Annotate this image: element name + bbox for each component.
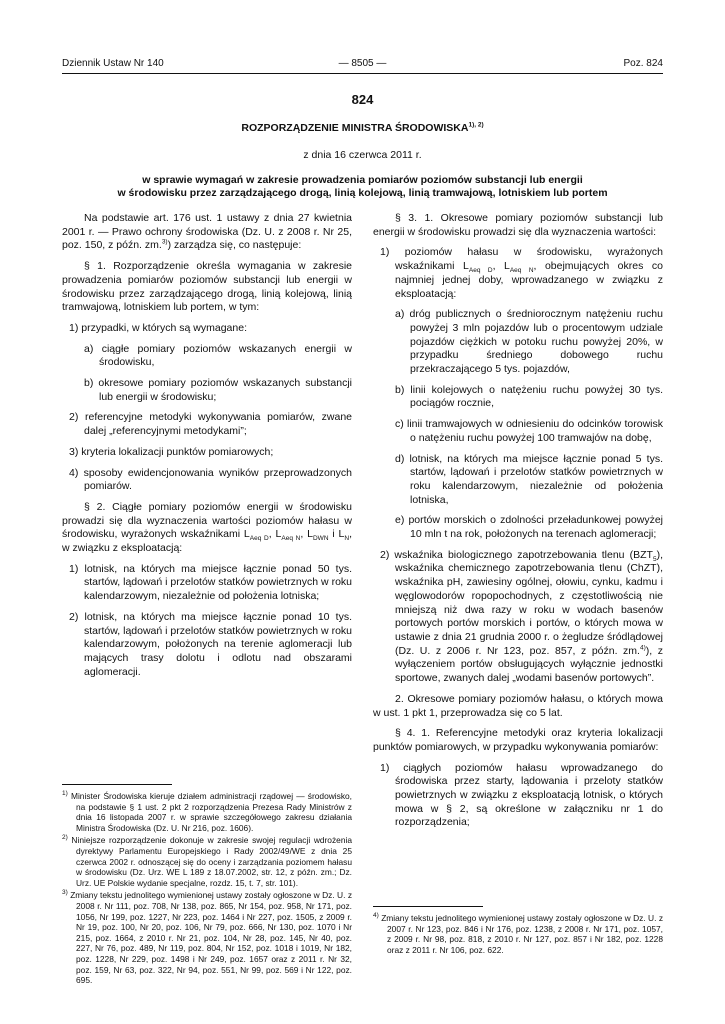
section-2-text-b: , L (268, 528, 282, 541)
section-3-item-1d: d) lotnisk, na których ma miejsce łącznie ponad 5 tys. startów, lądowań i przelotów statków powietrznych w roku kalendarzowym, niezależnie od położenia lotniska, (395, 452, 663, 506)
act-date: z dnia 16 czerwca 2011 r. (303, 149, 422, 161)
section-3-item-2 (373, 549, 663, 686)
section-1-item-2: 2) referencyjne metodyki wykonywania pomiarów, zwane dalej „referencyjnymi metodykami”; (69, 411, 352, 438)
act-subject (62, 174, 663, 200)
act-number: 824 (351, 92, 374, 107)
section-2-text-a: § 2. Ciągłe pomiary poziomów energii w środowisku prowadzi się dla wyznaczenia wartości poziomów hałasu w środowisku, wyrażonych wskaźnikami L (62, 500, 352, 541)
footnote-3-marker: 3) (62, 889, 68, 897)
section-3-item-1c: c) linii tramwajowych w odniesieniu do odcinków torowisk o natężeniu ruchu powyżej 100 tramwajów na dobę, (395, 418, 663, 444)
footnote-4-marker: 4) (373, 912, 379, 920)
right-footnotes (373, 902, 663, 957)
index-sub-bzt5: 5 (652, 555, 657, 563)
section-3-paragraph-2: 2. Okresowe pomiary poziomów hałasu, o których mowa w ust. 1 pkt 1, przeprowadza się co 5 lat. (373, 692, 663, 719)
section-2-text-e: , w związku z eksploatacją: (62, 528, 352, 555)
footnote-2-text: Niniejsze rozporządzenie dokonuje w zakresie swojej regulacji wdrożenia dyrektywy Parlamentu Europejskiego i Rady 2002/49/WE z dnia 25 czerwca 2002 r. odnoszącej się do oceny i zarządzania poziomem hałasu w środowisku (Dz. Urz. WE L 189 z 18.07.2002, str. 12, z późn. zm.; Dz. Urz. UE Polskie wydanie specjalne, rozdz. 15, t. 7, str. 101). (71, 835, 352, 888)
section-4-item-1: 1) ciągłych poziomów hałasu wprowadzanego do środowiska przez starty, lądowania i przeloty statków powietrznych w związku z eksploatacją lotnisk, o których mowa w § 2, są określone w załączniku nr 1 do rozporządzenia; (380, 761, 663, 829)
section-2-item-2: 2) lotnisk, na których ma miejsce łącznie ponad 10 tys. startów, lądowań i przelotów statków powietrznych w roku kalendarzowym, położonych na terenie aglomeracji lub mających trasy dolotu i odlotu nad obszarami aglomeracji. (69, 610, 352, 678)
left-footnotes (62, 780, 352, 988)
section-1-intro: § 1. Rozporządzenie określa wymagania w zakresie prowadzenia pomiarów poziomów substancji lub energii w środowisku przez zarządzającego drogą, linią kolejową, linią tramwajową, lotniskiem lub portem, w tym: (62, 260, 352, 314)
section-4-intro: § 4. 1. Referencyjne metodyki oraz kryteria lokalizacji punktów pomiarowych, w przypadku wykonywania pomiarów: (373, 727, 663, 753)
left-column (62, 212, 352, 686)
act-subject-line-2: w środowisku przez zarządzającego drogą, linią kolejową, linią tramwajową, lotniskiem lub portem (117, 187, 608, 199)
index-sub-aeq-d: Aeq D (249, 535, 269, 543)
journal-title: Dziennik Ustaw Nr 140 (62, 58, 164, 69)
index-sub-aeq-n: Aeq N (281, 535, 301, 543)
section-1-item-3: 3) kryteria lokalizacji punktów pomiarowych; (69, 445, 274, 458)
act-subject-line-1: w sprawie wymagań w zakresie prowadzenia pomiarów poziomów substancji lub energii (142, 174, 583, 186)
act-title-refs: 1), 2) (468, 121, 484, 129)
footnote-ref-3: 3) (161, 238, 168, 246)
section-3-item-2-text-c: ), z wyłączeniem portów obsługujących wyłącznie jednostki sportowe, zwanych dalej „wodami basenów portowych”. (395, 644, 663, 685)
footnote-1 (62, 791, 352, 833)
footnote-ref-4: 4) (639, 644, 646, 652)
section-3-intro: § 3. 1. Okresowe pomiary poziomów substancji lub energii w środowisku prowadzi się dla wyznaczenia wartości: (373, 212, 663, 238)
section-2-text-c: , L (300, 528, 313, 541)
section-1-item-1a: a) ciągłe pomiary poziomów wskazanych energii w środowisku, (84, 342, 352, 369)
section-2-item-1: 1) lotnisk, na których ma miejsce łącznie ponad 50 tys. startów, lądowań i przelotów statków powietrznych w roku kalendarzowym, niezależnie od położenia lotniska; (69, 562, 352, 603)
section-3-item-1e: e) portów morskich o zdolności przeładunkowej powyżej 10 mln t na rok, położonych na terenach aglomeracji; (395, 514, 663, 541)
act-title (62, 122, 663, 134)
index-sub-dwn: DWN (312, 535, 329, 543)
page-number: — 8505 — (338, 58, 387, 69)
footnote-2-marker: 2) (62, 834, 68, 842)
section-1-item-1b: b) okresowe pomiary poziomów wskazanych substancji lub energii w środowisku; (84, 377, 352, 403)
act-title-text: ROZPORZĄDZENIE MINISTRA ŚRODOWISKA (241, 122, 469, 134)
position-number: Poz. 824 (623, 58, 663, 69)
section-2-intro (62, 501, 352, 556)
section-3-item-1-text-b: , L (492, 260, 510, 273)
section-2-text-d: i L (328, 528, 345, 541)
footnote-rule-right (373, 906, 483, 907)
footnote-1-text: Minister Środowiska kieruje działem administracji rządowej — środowisko, na podstawie § 1 ust. 2 pkt 2 rozporządzenia Prezesa Rady Ministrów z dnia 16 listopada 2007 r. w sprawie szczegółowego zakresu działania Ministra Środowiska (Dz. U. Nr 216, poz. 1606). (70, 791, 353, 833)
section-3-item-1-text-a: 1) poziomów hałasu w środowisku, wyrażonych wskaźnikami L (380, 246, 663, 273)
section-3-item-2-text-b: ), wskaźnika chemicznego zapotrzebowania tlenu (ChZT), wskaźnika pH, zawiesiny ogólnej, ołowiu, cynku, kadmu i węglowodorów ropopochodnych, z częstotliwością nie mniejszą niż dwa razy w roku w wodach basenów portowych portów morskich i portów, o których mowa w ustawie z dnia 21 grudnia 2000 r. o żegludze śródlądowej (Dz. U. z 2006 r. Nr 123, poz. 857, z późn. zm. (395, 548, 663, 657)
section-3-item-2-text-a: 2) wskaźnika biologicznego zapotrzebowania tlenu (BZT (380, 548, 653, 561)
preamble-text: Na podstawie art. 176 ust. 1 ustawy z dnia 27 kwietnia 2001 r. — Prawo ochrony środowiska (Dz. U. z 2008 r. Nr 25, poz. 150, z późn. zm. (62, 212, 352, 252)
footnote-4-text: Zmiany tekstu jednolitego wymienionej ustawy zostały ogłoszone w Dz. U. z 2007 r. Nr 123, poz. 846 i Nr 176, poz. 1238, z 2008 r. Nr 171, poz. 1057, z 2009 r. Nr 98, poz. 818, z 2010 r. Nr 127, poz. 857 i Nr 182, poz. 1228 oraz z 2011 r. Nr 106, poz. 622. (381, 913, 664, 955)
right-column (373, 212, 663, 837)
section-3-item-1-text-c: , obejmujących okres co najmniej jednej doby, wprowadzanego w związku z eksploatacją: (395, 260, 663, 300)
footnote-rule (62, 784, 172, 785)
section-3-item-1b: b) linii kolejowych o natężeniu ruchu powyżej 30 tys. pociągów rocznie, (395, 383, 663, 410)
section-1-item-4: 4) sposoby ewidencjonowania wyników przeprowadzonych pomiarów. (69, 466, 352, 493)
footnote-1-marker: 1) (62, 790, 68, 798)
footnote-2 (62, 835, 352, 888)
index-sub-aeq-n-2: Aeq N (509, 267, 534, 275)
footnote-3-text: Zmiany tekstu jednolitego wymienionej ustawy zostały ogłoszone w Dz. U. z 2008 r. Nr 111, poz. 708, Nr 138, poz. 865, Nr 154, poz. 958, Nr 171, poz. 1056, Nr 199, poz. 1227, Nr 223, poz. 1464 i Nr 227, poz. 1505, z 2009 r. Nr 19, poz. 100, Nr 20, poz. 106, Nr 79, poz. 666, Nr 130, poz. 1070 i Nr 215, poz. 1664, z 2010 r. Nr 21, poz. 104, Nr 28, poz. 145, Nr 40, poz. 227, Nr 76, poz. 489, Nr 119, poz. 804, Nr 152, poz. 1018 i 1019, Nr 182, poz. 1228, Nr 229, poz. 1498 i Nr 249, poz. 1657 oraz z 2011 r. Nr 32, poz. 159, Nr 63, poz. 322, Nr 94, poz. 551, Nr 99, poz. 569 i Nr 122, poz. 695. (70, 890, 353, 986)
index-sub-aeq-d-2: Aeq D (468, 267, 493, 275)
footnote-4 (373, 913, 663, 955)
preamble (62, 212, 352, 253)
section-3-item-1a: a) dróg publicznych o średniorocznym natężeniu ruchu powyżej 3 mln pojazdów lub o procentowym udziale pojazdów ciężkich w potoku ruchu powyżej 20%, w przypadku średniego dobowego ruchu przekraczającego 5 tys. pojazdów, (395, 308, 663, 376)
preamble-text-end: ) zarządza się, co następuje: (167, 239, 302, 252)
index-sub-n: N (344, 535, 350, 543)
section-3-item-1 (373, 246, 663, 301)
footnote-3 (62, 890, 352, 985)
header-rule (62, 73, 663, 74)
section-1-item-1: 1) przypadki, w których są wymagane: (69, 321, 247, 334)
